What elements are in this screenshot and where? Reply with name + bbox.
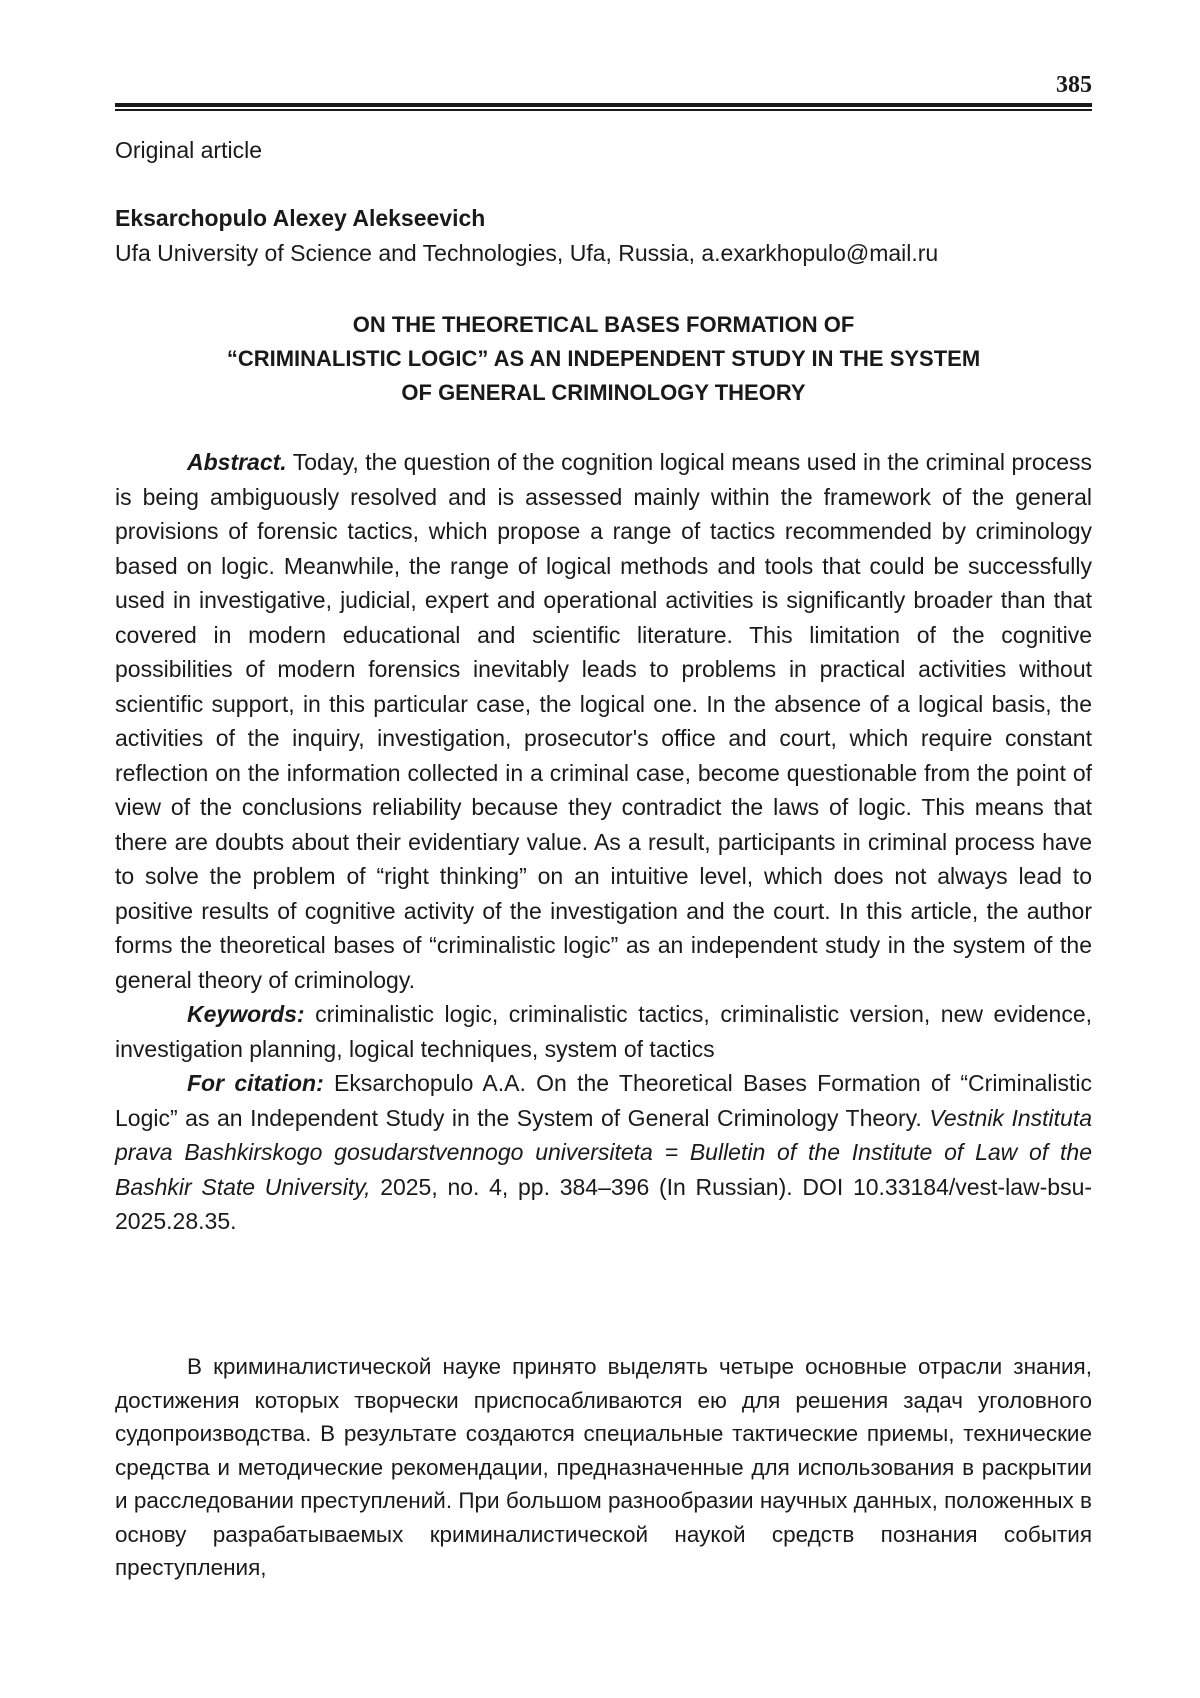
author-affiliation: Ufa University of Science and Technologies, Ufa, Russia, a.exarkhopulo@mail.ru — [115, 240, 939, 266]
header-rule-thick — [115, 103, 1092, 107]
title-line: OF GENERAL CRIMINOLOGY THEORY — [401, 380, 806, 405]
citation-text: Eksarchopulo A.A. On the Theoretical Bases Formation of “Criminalistic Logic” as an Independent Study in the System of General Criminology Theory. — [115, 1070, 1093, 1131]
author-name: Eksarchopulo Alexey Alekseevich — [115, 205, 486, 231]
body-text — [115, 1350, 1092, 1585]
citation-paragraph — [115, 1066, 1092, 1239]
page-number: 385 — [1056, 72, 1092, 98]
abstract-label: Abstract. — [187, 449, 287, 475]
abstract-text: Today, the question of the cognition logical means used in the criminal process is being ambiguously resolved and is assessed mainly within the framework of the general provisions of forensic tactics, which propose a range of tactics recommended by criminology based on logic. Meanwhile, the range of logical methods and tools that could be successfully used in investigative, judicial, expert and operational activities is significantly broader than that covered in modern educational and scientific literature. This limitation of the cognitive possibilities of modern forensics inevitably leads to problems in practical activities without scientific support, in this particular case, the logical one. In the absence of a logical basis, the activities of the inquiry, investigation, prosecutor's office and court, which require constant reflection on the information collected in a criminal case, become questionable from the point of view of the conclusions reliability because they contradict the laws of logic. This means that there are doubts about their evidentiary value. As a result, participants in criminal process have to solve the problem of “right thinking” on an intuitive level, which does not always lead to positive results of cognitive activity of the investigation and the court. In this article, the author forms the theoretical bases of “criminalistic logic” as an independent study in the system of the general theory of criminology. — [115, 449, 1092, 993]
abstract-block — [115, 445, 1092, 1239]
keywords-text: criminalistic logic, criminalistic tactics, criminalistic version, new evidence, investigation planning, logical techniques, system of tactics — [115, 1001, 1093, 1062]
title-line: ON THE THEORETICAL BASES FORMATION OF — [352, 312, 855, 337]
citation-journal: Vestnik Instituta prava Bashkirskogo gosudarstvennogo universiteta = Bulletin of the Institute of Law of the Bashkir State University, — [115, 1104, 1092, 1200]
citation-details: 2025, no. 4, pp. 384–396 (In Russian). DOI 10.33184/vest-law-bsu-2025.28.35. — [115, 1173, 1093, 1234]
keywords-paragraph — [115, 997, 1092, 1066]
title-line: “CRIMINALISTIC LOGIC” AS AN INDEPENDENT STUDY IN THE SYSTEM — [226, 346, 981, 371]
body-paragraph: В криминалистической науке принято выделять четыре основные отрасли знания, достижения которых творчески приспосабливаются ею для решения задач уголовного судопроизводства. В результате создаются специальные тактические приемы, технические средства и методические рекомендации, предназначенные для использования в раскрытии и расследовании преступлений. При большом разнообразии научных данных, положенных в основу разрабатываемых криминалистической наукой средств познания события преступления, — [115, 1354, 1092, 1580]
article-title — [115, 308, 1092, 410]
abstract-paragraph — [115, 445, 1092, 997]
citation-label: For citation: — [187, 1070, 324, 1096]
article-type: Original article — [115, 137, 262, 163]
keywords-label: Keywords: — [187, 1001, 305, 1027]
header-rule-thin — [115, 109, 1092, 111]
